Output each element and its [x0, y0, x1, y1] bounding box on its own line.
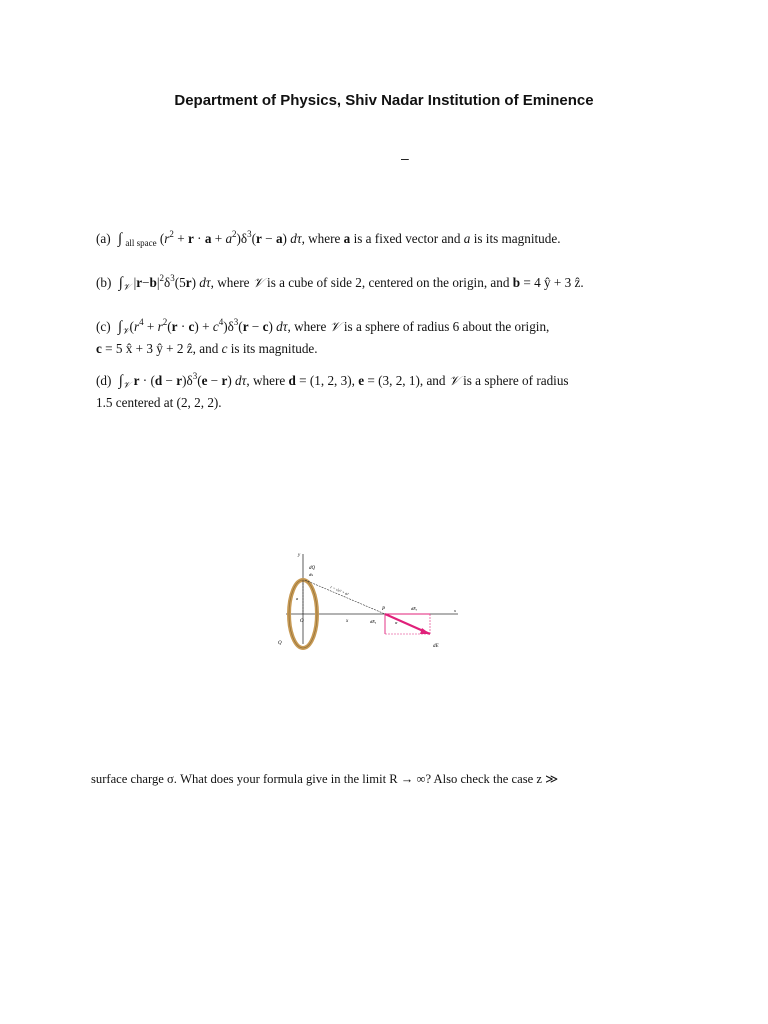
problem-a-desc1: is a fixed vector and [350, 231, 464, 246]
problem-d-label: (d) [96, 373, 112, 388]
dash-mark: – [401, 150, 409, 166]
label-y: y [298, 553, 301, 558]
problem-c-label: (c) [96, 319, 111, 334]
problem-c-desc: is a sphere of radius 6 about the origin, [340, 319, 550, 334]
problem-d-expression: $\int_𝒱$ $r \cdot (d - r)\delta^3(e - r)$ dτ, where d = (1, 2, 3), e = (3, 2, 1), and 𝒱 is a sphere of radius [118, 371, 569, 390]
problem-d [96, 368, 676, 411]
problem-a [96, 226, 676, 252]
label-x-axis: x [454, 608, 456, 613]
label-x: x [346, 619, 349, 624]
label-dq: dQ [309, 566, 316, 571]
label-alpha: α [395, 620, 398, 625]
label-a: a [296, 596, 299, 601]
problem-b-eq: = 4 ŷ + 3 ẑ. [520, 275, 584, 290]
problem-c-line2: c = 5 x̂ + 3 ŷ + 2 ẑ, and c is its magnitude. [96, 341, 318, 356]
problem-a-desc2: is its magnitude. [470, 231, 561, 246]
problem-d-desc: is a sphere of radius [459, 373, 569, 388]
label-r: r = √x² + a² [329, 584, 350, 597]
label-ds: ds [309, 572, 314, 577]
problem-c-expression: $\int_𝒱(r^4 + r^2(r \cdot c) + c^4)\delta^3(r - c)$ dτ, where 𝒱 is a sphere of radius 6 about the origin, [117, 317, 550, 336]
label-de: dE [433, 644, 439, 649]
where-word: where [308, 231, 341, 246]
problem-a-expression: $(r^2 + r \cdot a + a^2)\delta^3(r - a)$ dτ, where a is a fixed vector and a is its magnitude. [159, 229, 561, 246]
problem-b [96, 270, 676, 296]
problem-b-label: (b) [96, 275, 112, 290]
problem-b-desc: is a cube of side 2, centered on the origin, and [263, 275, 513, 290]
de-arrowhead [420, 628, 430, 634]
integral-sign: ∫ [117, 231, 123, 247]
label-q: Q [278, 641, 282, 646]
problem-a-label: (a) [96, 231, 111, 246]
ring-charge-figure [272, 548, 464, 652]
label-dex: dEₓ [411, 606, 418, 611]
page-title: Department of Physics, Shiv Nadar Institution of Eminence [174, 92, 594, 109]
label-o: O [300, 619, 304, 624]
bottom-text: surface charge σ. What does your formula give in the limit R → ∞? Also check the case z ≫ [91, 772, 559, 786]
label-p: P [382, 607, 386, 612]
problem-d-line2: 1.5 centered at (2, 2, 2). [96, 395, 222, 410]
problem-c [96, 314, 676, 357]
integral-domain: all space [125, 238, 157, 248]
problem-b-expression: $\int_𝒱$ $|r-b|^2\delta^3(5r)$ dτ, where 𝒱 is a cube of side 2, centered on the origin, and b = 4 ŷ + 3 ẑ. [118, 273, 584, 292]
label-dey: dEᵧ [370, 619, 377, 624]
